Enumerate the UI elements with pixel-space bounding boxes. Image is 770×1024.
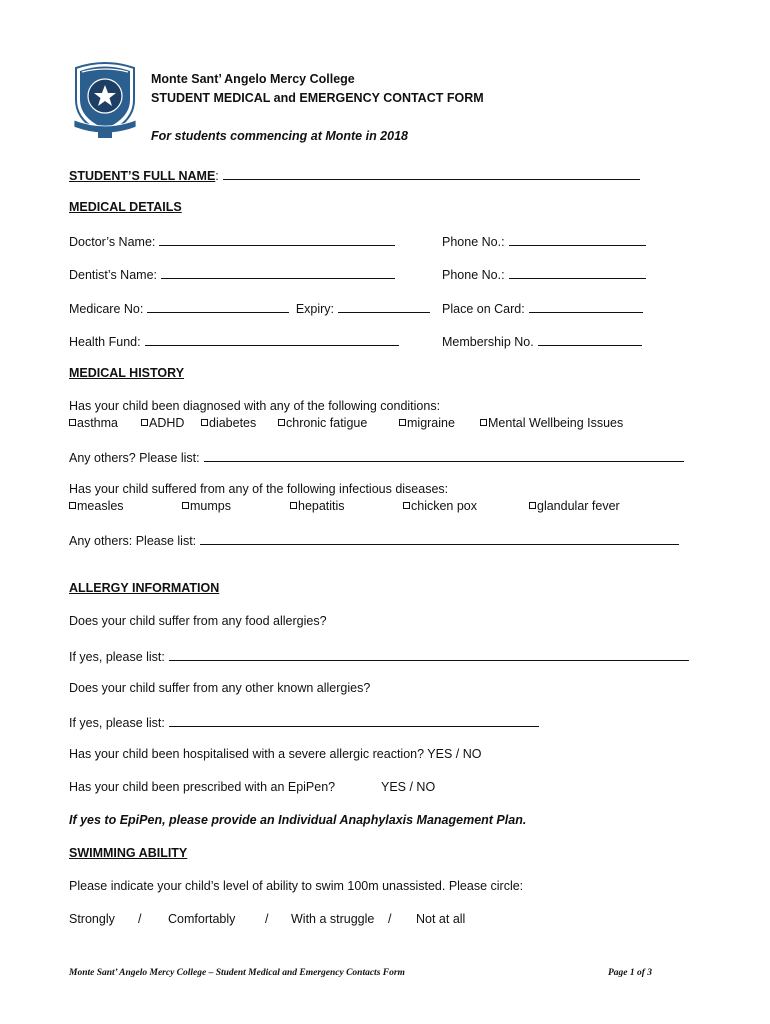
student-name-row: STUDENT’S FULL NAME: — [69, 167, 640, 183]
checkbox-icon — [403, 502, 410, 509]
food-allergy-label: If yes, please list: — [69, 650, 165, 664]
condition-label: asthma — [77, 416, 118, 430]
other-allergy-question: Does your child suffer from any other known allergies? — [69, 681, 371, 695]
swim-separator: / — [265, 912, 269, 926]
checkbox-icon — [480, 419, 487, 426]
conditions-others-label: Any others? Please list: — [69, 451, 200, 465]
food-allergy-question: Does your child suffer from any food allergies? — [69, 614, 327, 628]
school-crest-icon — [70, 60, 140, 140]
disease-label: mumps — [190, 499, 231, 513]
dentist-phone-field[interactable] — [509, 266, 646, 279]
diseases-question: Has your child suffered from any of the following infectious diseases: — [69, 482, 449, 496]
conditions-others-field[interactable] — [204, 449, 684, 462]
checkbox-mental-wellbeing[interactable] — [480, 416, 623, 430]
page-number: Page 1 of 3 — [608, 968, 653, 978]
expiry-label: Expiry: — [295, 302, 335, 316]
medicare-field[interactable] — [147, 300, 289, 313]
checkbox-icon — [141, 419, 148, 426]
condition-label: diabetes — [209, 416, 257, 430]
dentist-label: Dentist’s Name: — [69, 268, 157, 282]
checkbox-icon — [69, 502, 76, 509]
condition-label: ADHD — [149, 416, 185, 430]
checkbox-chicken-pox[interactable] — [403, 499, 477, 513]
checkbox-adhd[interactable] — [141, 416, 184, 430]
swimming-heading: SWIMMING ABILITY — [69, 846, 188, 860]
place-on-card-field[interactable] — [529, 300, 643, 313]
swimming-question: Please indicate your child’s level of ability to swim 100m unassisted. Please circle: — [69, 879, 524, 893]
form-title: STUDENT MEDICAL and EMERGENCY CONTACT FORM — [151, 91, 484, 105]
condition-label: chronic fatigue — [286, 416, 368, 430]
disease-label: glandular fever — [537, 499, 620, 513]
dentist-phone-label: Phone No.: — [442, 268, 505, 282]
checkbox-icon — [399, 419, 406, 426]
diseases-others-field[interactable] — [200, 532, 679, 545]
checkbox-icon — [278, 419, 285, 426]
disease-label: measles — [77, 499, 124, 513]
health-fund-field[interactable] — [145, 333, 399, 346]
swim-option-comfortably[interactable]: Comfortably — [168, 912, 236, 926]
hospitalised-question[interactable]: Has your child been hospitalised with a severe allergic reaction? YES / NO — [69, 747, 482, 761]
medicare-label: Medicare No: — [69, 302, 144, 316]
doctor-phone-row — [442, 233, 646, 249]
form-subtitle: For students commencing at Monte in 2018 — [151, 129, 408, 143]
checkbox-icon — [69, 419, 76, 426]
checkbox-mumps[interactable] — [182, 499, 231, 513]
doctor-name-field[interactable] — [159, 233, 395, 246]
swim-separator: / — [388, 912, 392, 926]
checkbox-chronic-fatigue[interactable] — [278, 416, 367, 430]
diseases-others-row — [69, 532, 679, 548]
conditions-question: Has your child been diagnosed with any of the following conditions: — [69, 399, 441, 413]
checkbox-icon — [290, 502, 297, 509]
health-fund-label: Health Fund: — [69, 335, 141, 349]
other-allergy-label: If yes, please list: — [69, 716, 165, 730]
swim-option-not-at-all[interactable]: Not at all — [416, 912, 466, 926]
medical-history-heading: MEDICAL HISTORY — [69, 366, 185, 380]
food-allergy-row — [69, 648, 689, 664]
conditions-others-row — [69, 449, 684, 465]
place-on-card-row — [442, 300, 643, 316]
checkbox-icon — [529, 502, 536, 509]
student-name-field[interactable] — [223, 167, 640, 180]
other-allergy-field[interactable] — [169, 714, 539, 727]
swim-option-with-a-struggle[interactable]: With a struggle — [291, 912, 375, 926]
condition-label: Mental Wellbeing Issues — [488, 416, 624, 430]
dentist-phone-row — [442, 266, 646, 282]
checkbox-icon — [201, 419, 208, 426]
checkbox-migraine[interactable] — [399, 416, 455, 430]
health-fund-row — [69, 333, 399, 349]
membership-row — [442, 333, 642, 349]
condition-label: migraine — [407, 416, 455, 430]
swim-separator: / — [138, 912, 142, 926]
allergy-heading: ALLERGY INFORMATION — [69, 581, 220, 595]
dentist-row — [69, 266, 395, 282]
diseases-others-label: Any others: Please list: — [69, 534, 197, 548]
checkbox-diabetes[interactable] — [201, 416, 256, 430]
dentist-name-field[interactable] — [161, 266, 395, 279]
college-name: Monte Sant’ Angelo Mercy College — [151, 72, 355, 86]
footer-title: Monte Sant’ Angelo Mercy College – Student Medical and Emergency Contacts Form — [69, 968, 405, 978]
disease-label: hepatitis — [298, 499, 345, 513]
expiry-field[interactable] — [338, 300, 430, 313]
doctor-phone-field[interactable] — [509, 233, 646, 246]
doctor-label: Doctor’s Name: — [69, 235, 156, 249]
doctor-row — [69, 233, 395, 249]
disease-label: chicken pox — [411, 499, 478, 513]
doctor-phone-label: Phone No.: — [442, 235, 505, 249]
student-name-label: STUDENT’S FULL NAME — [69, 169, 216, 183]
membership-field[interactable] — [538, 333, 642, 346]
epipen-options[interactable]: YES / NO — [381, 780, 436, 794]
epipen-note: If yes to EpiPen, please provide an Individual Anaphylaxis Management Plan. — [69, 813, 527, 827]
checkbox-icon — [182, 502, 189, 509]
swim-option-strongly[interactable]: Strongly — [69, 912, 115, 926]
membership-label: Membership No. — [442, 335, 534, 349]
checkbox-hepatitis[interactable] — [290, 499, 345, 513]
medical-details-heading: MEDICAL DETAILS — [69, 200, 182, 214]
epipen-question: Has your child been prescribed with an EpiPen? — [69, 780, 336, 794]
other-allergy-row — [69, 714, 539, 730]
place-on-card-label: Place on Card: — [442, 302, 525, 316]
checkbox-measles[interactable] — [69, 499, 124, 513]
checkbox-asthma[interactable] — [69, 416, 118, 430]
medicare-row — [69, 300, 430, 316]
checkbox-glandular-fever[interactable] — [529, 499, 620, 513]
food-allergy-field[interactable] — [169, 648, 689, 661]
